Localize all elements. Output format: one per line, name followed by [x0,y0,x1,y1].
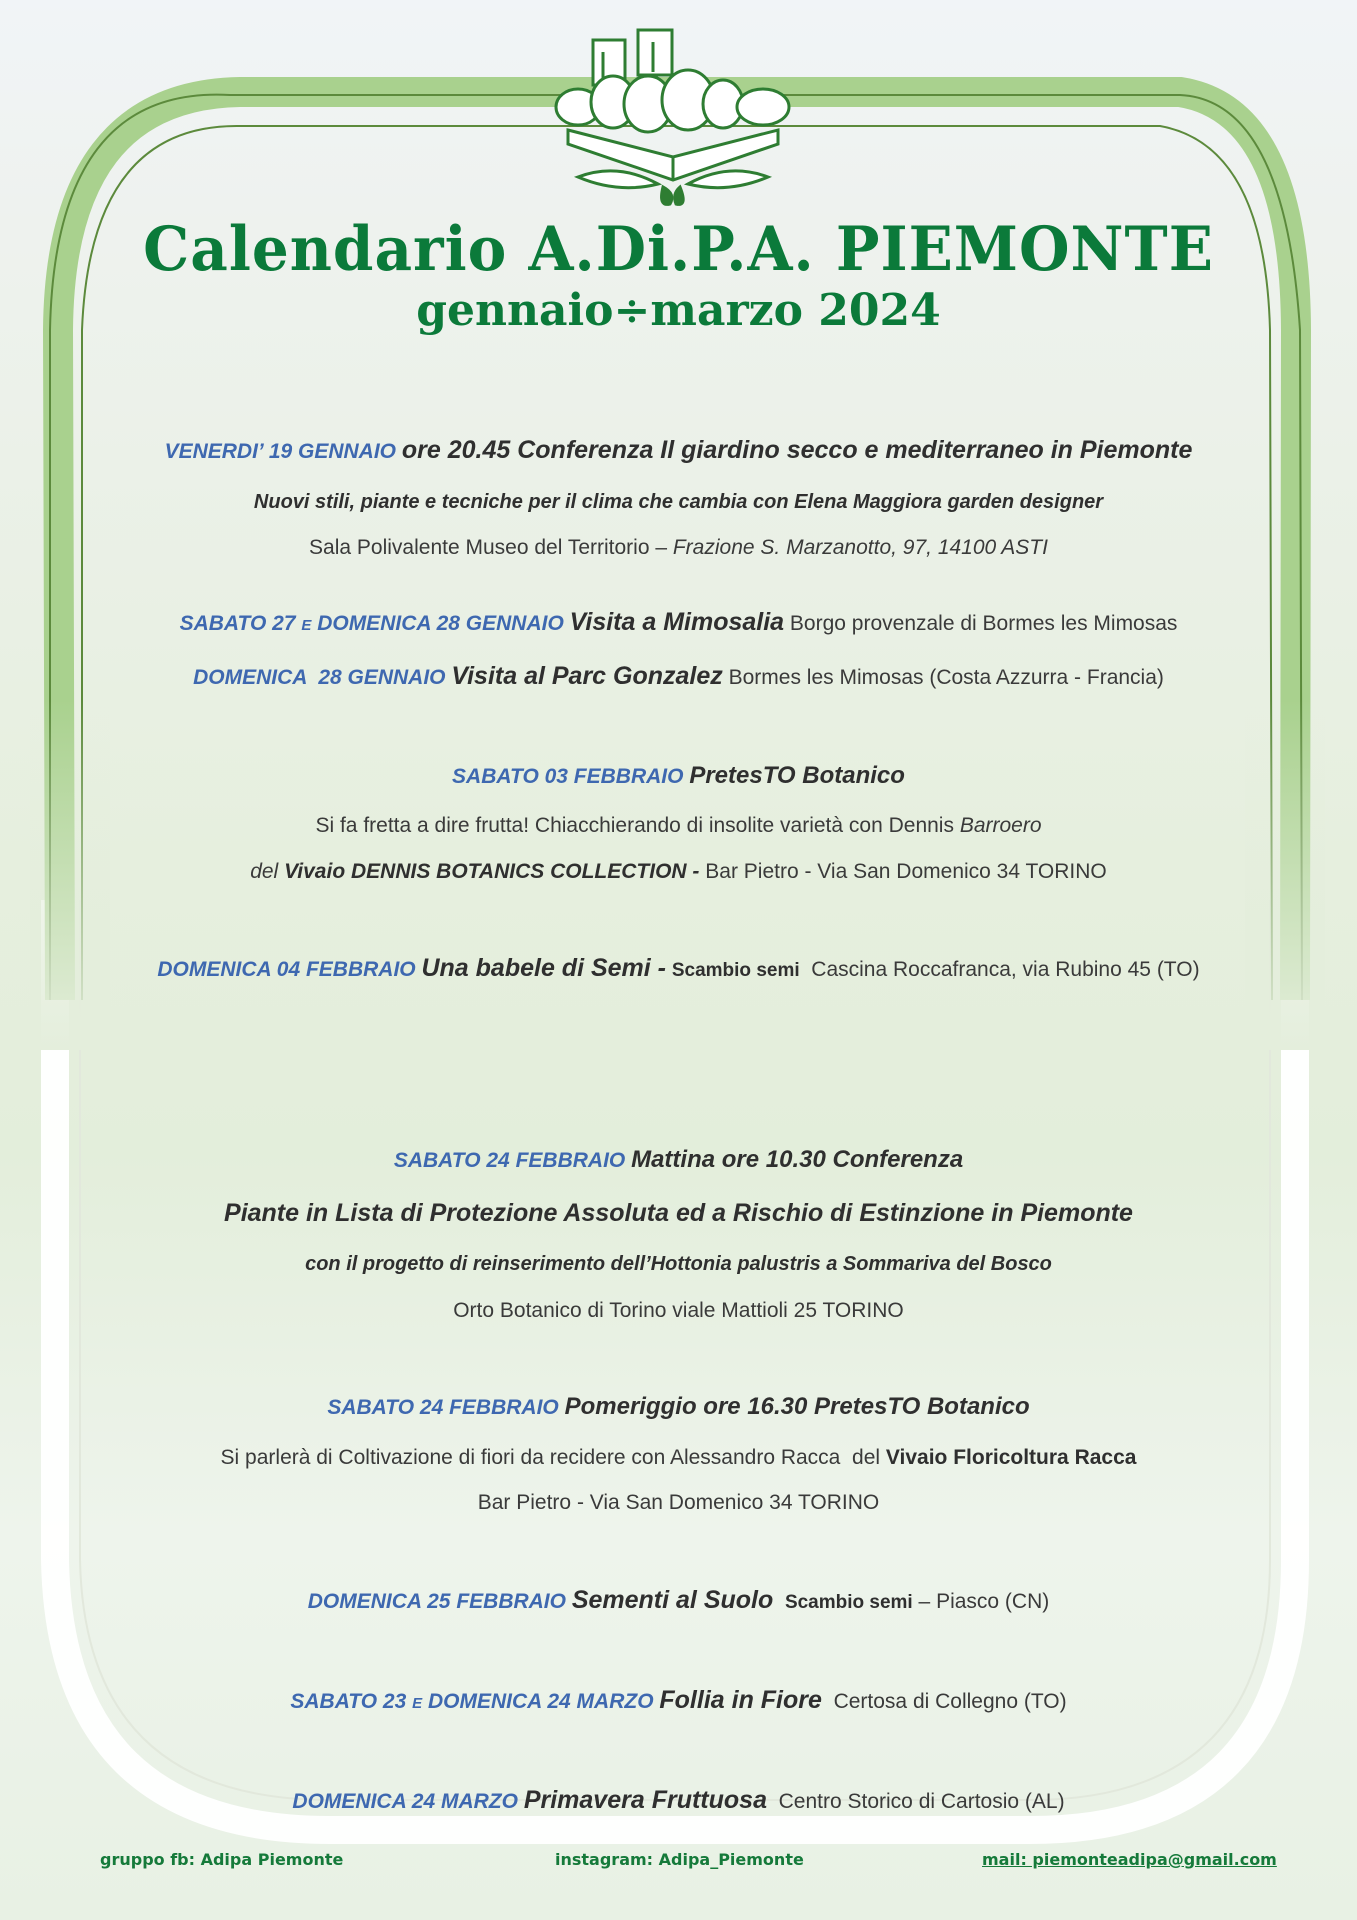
event-place: Centro Storico di Cartosio (AL) [778,1790,1065,1813]
event-title: Sementi al Suolo [571,1586,774,1614]
event-6-desc: con il progetto di reinserimento dell’Hottonia palustris a Sommariva del Bosco [305,1253,1052,1275]
event-date: VENERDI’ 19 GENNAIO [164,440,397,463]
event-place: – Piasco (CN) [912,1590,1050,1613]
event-title: Visita a Mimosalia [569,608,785,636]
event-7-desc: Si parlerà di Coltivazione di fiori da recidere con Alessandro Racca del Vivaio Floricoltura Racca [220,1446,1137,1469]
event-place: Certosa di Collegno (TO) [833,1690,1067,1713]
event-7-place: Bar Pietro - Via San Domenico 34 TORINO [477,1491,880,1514]
garden-castle-logo-icon [548,12,808,212]
event-date: DOMENICA 28 GENNAIO [193,666,446,689]
page-title: Calendario A.Di.P.A. PIEMONTE [143,213,1214,285]
event-title: Primavera Fruttuosa [523,1786,767,1814]
event-4-desc: Si fa fretta a dire frutta! Chiacchierando di insolite varietà con Dennis Barroero [315,814,1042,837]
event-tag: Scambio semi [784,1592,913,1613]
event-date: SABATO 23 E DOMENICA 24 MARZO [290,1690,654,1713]
event-date: SABATO 03 FEBBRAIO [452,765,684,788]
event-title: Follia in Fiore [659,1686,822,1714]
header [0,215,1357,336]
footer-facebook: gruppo fb: Adipa Piemonte [100,1850,344,1869]
event-5-headline [0,954,1357,983]
footer-mail-link[interactable]: mail: piemonteadipa@gmail.com [982,1850,1277,1869]
page-subtitle: gennaio÷marzo 2024 [416,285,941,336]
event-6-subtitle: Piante in Lista di Protezione Assoluta ed a Rischio di Estinzione in Piemonte [224,1199,1133,1227]
event-1-place: Sala Polivalente Museo del Territorio – Frazione S. Marzanotto, 97, 14100 ASTI [309,536,1048,559]
event-title: Visita al Parc Gonzalez [451,662,723,690]
event-8-headline [0,1586,1357,1615]
event-title: ore 20.45 Conferenza Il giardino secco e mediterraneo in Piemonte [401,436,1193,464]
event-title: Pomeriggio ore 16.30 PretesTO Botanico [564,1393,1030,1420]
event-6-place: Orto Botanico di Torino viale Mattioli 25 TORINO [453,1299,904,1322]
event-date: DOMENICA 24 MARZO [292,1790,518,1813]
event-title: PretesTO Botanico [689,762,905,789]
event-place: Borgo provenzale di Bormes les Mimosas [789,612,1178,635]
event-4-headline [0,762,1357,790]
event-title: Mattina ore 10.30 Conferenza [631,1146,964,1173]
event-7-headline [0,1393,1357,1421]
event-date: DOMENICA 04 FEBBRAIO [157,958,416,981]
event-title: Una babele di Semi - [421,954,666,982]
event-6-headline [0,1146,1357,1174]
event-10-headline [0,1786,1357,1815]
event-tag: Scambio semi [671,960,800,981]
event-1-headline [0,436,1357,465]
event-4-desc2: del Vivaio DENNIS BOTANICS COLLECTION - Bar Pietro - Via San Domenico 34 TORINO [250,860,1107,883]
event-3-headline [0,662,1357,691]
event-1-subtitle: Nuovi stili, piante e tecniche per il clima che cambia con Elena Maggiora garden designer [253,491,1104,513]
event-9-headline [0,1686,1357,1715]
event-date: SABATO 24 FEBBRAIO [327,1396,559,1419]
event-2-headline [0,608,1357,637]
event-place: Cascina Roccafranca, via Rubino 45 (TO) [811,958,1200,981]
footer-instagram: instagram: Adipa_Piemonte [555,1850,804,1869]
event-date: SABATO 24 FEBBRAIO [393,1149,626,1172]
event-place: Bormes les Mimosas (Costa Azzurra - Francia) [728,666,1164,689]
event-date: DOMENICA 25 FEBBRAIO [307,1590,566,1613]
event-date: SABATO 27 E DOMENICA 28 GENNAIO [179,612,564,635]
